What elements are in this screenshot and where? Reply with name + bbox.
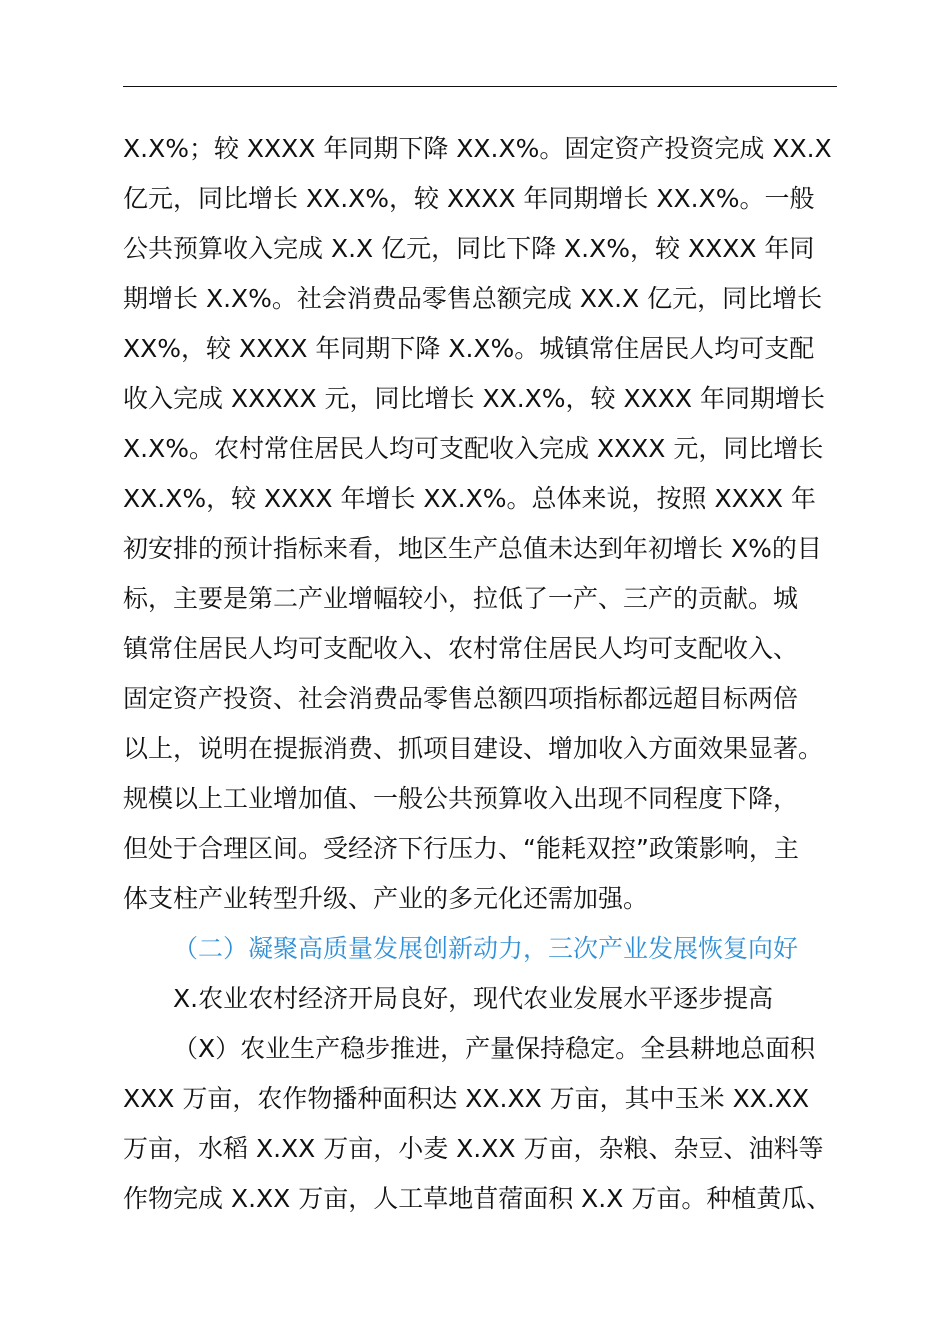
paragraph-first-line: （X）农业生产稳步推进，产量保持稳定。全县耕地总面积 xyxy=(173,1034,816,1063)
body-text-line: X.X%。农村常住居民人均可支配收入完成 XXXX 元，同比增长 xyxy=(123,434,824,463)
body-text-line: 体支柱产业转型升级、产业的多元化还需加强。 xyxy=(123,884,649,913)
body-text-line: XX%，较 XXXX 年同期下降 X.X%。城镇常住居民人均可支配 xyxy=(123,334,815,363)
section-heading: （二）凝聚高质量发展创新动力，三次产业发展恢复向好 xyxy=(173,934,799,963)
body-text-line: 固定资产投资、社会消费品零售总额四项指标都远超目标两倍 xyxy=(123,684,799,713)
body-text-line: 万亩，水稻 X.XX 万亩，小麦 X.XX 万亩，杂粮、杂豆、油料等 xyxy=(123,1134,824,1163)
body-text-line: XXX 万亩，农作物播种面积达 XX.XX 万亩，其中玉米 XX.XX xyxy=(123,1084,810,1113)
body-text-line: 以上，说明在提振消费、抓项目建设、增加收入方面效果显著。 xyxy=(123,734,824,763)
subsection-heading: X.农业农村经济开局良好，现代农业发展水平逐步提高 xyxy=(173,984,774,1013)
body-text-line: 收入完成 XXXXX 元，同比增长 XX.X%，较 XXXX 年同期增长 xyxy=(123,384,825,413)
page-header-rule xyxy=(123,86,837,87)
body-text-line: X.X%；较 XXXX 年同期下降 XX.X%。固定资产投资完成 XX.X xyxy=(123,134,832,163)
body-text-line: 作物完成 X.XX 万亩，人工草地苜蓿面积 X.X 万亩。种植黄瓜、 xyxy=(123,1184,832,1213)
body-text-line: 标，主要是第二产业增幅较小，拉低了一产、三产的贡献。城 xyxy=(123,584,799,613)
body-text-line: 镇常住居民人均可支配收入、农村常住居民人均可支配收入、 xyxy=(123,634,799,663)
body-text-line: 亿元，同比增长 XX.X%，较 XXXX 年同期增长 XX.X%。一般 xyxy=(123,184,815,213)
body-text-line: 但处于合理区间。受经济下行压力、“能耗双控”政策影响，主 xyxy=(123,834,799,863)
body-text-line: XX.X%，较 XXXX 年增长 XX.X%。总体来说，按照 XXXX 年 xyxy=(123,484,816,513)
body-text-line: 公共预算收入完成 X.X 亿元，同比下降 X.X%，较 XXXX 年同 xyxy=(123,234,815,263)
body-text-line: 初安排的预计指标来看，地区生产总值未达到年初增长 X%的目 xyxy=(123,534,822,563)
body-text-line: 规模以上工业增加值、一般公共预算收入出现不同程度下降， xyxy=(123,784,799,813)
body-text-line: 期增长 X.X%。社会消费品零售总额完成 XX.X 亿元，同比增长 xyxy=(123,284,823,313)
